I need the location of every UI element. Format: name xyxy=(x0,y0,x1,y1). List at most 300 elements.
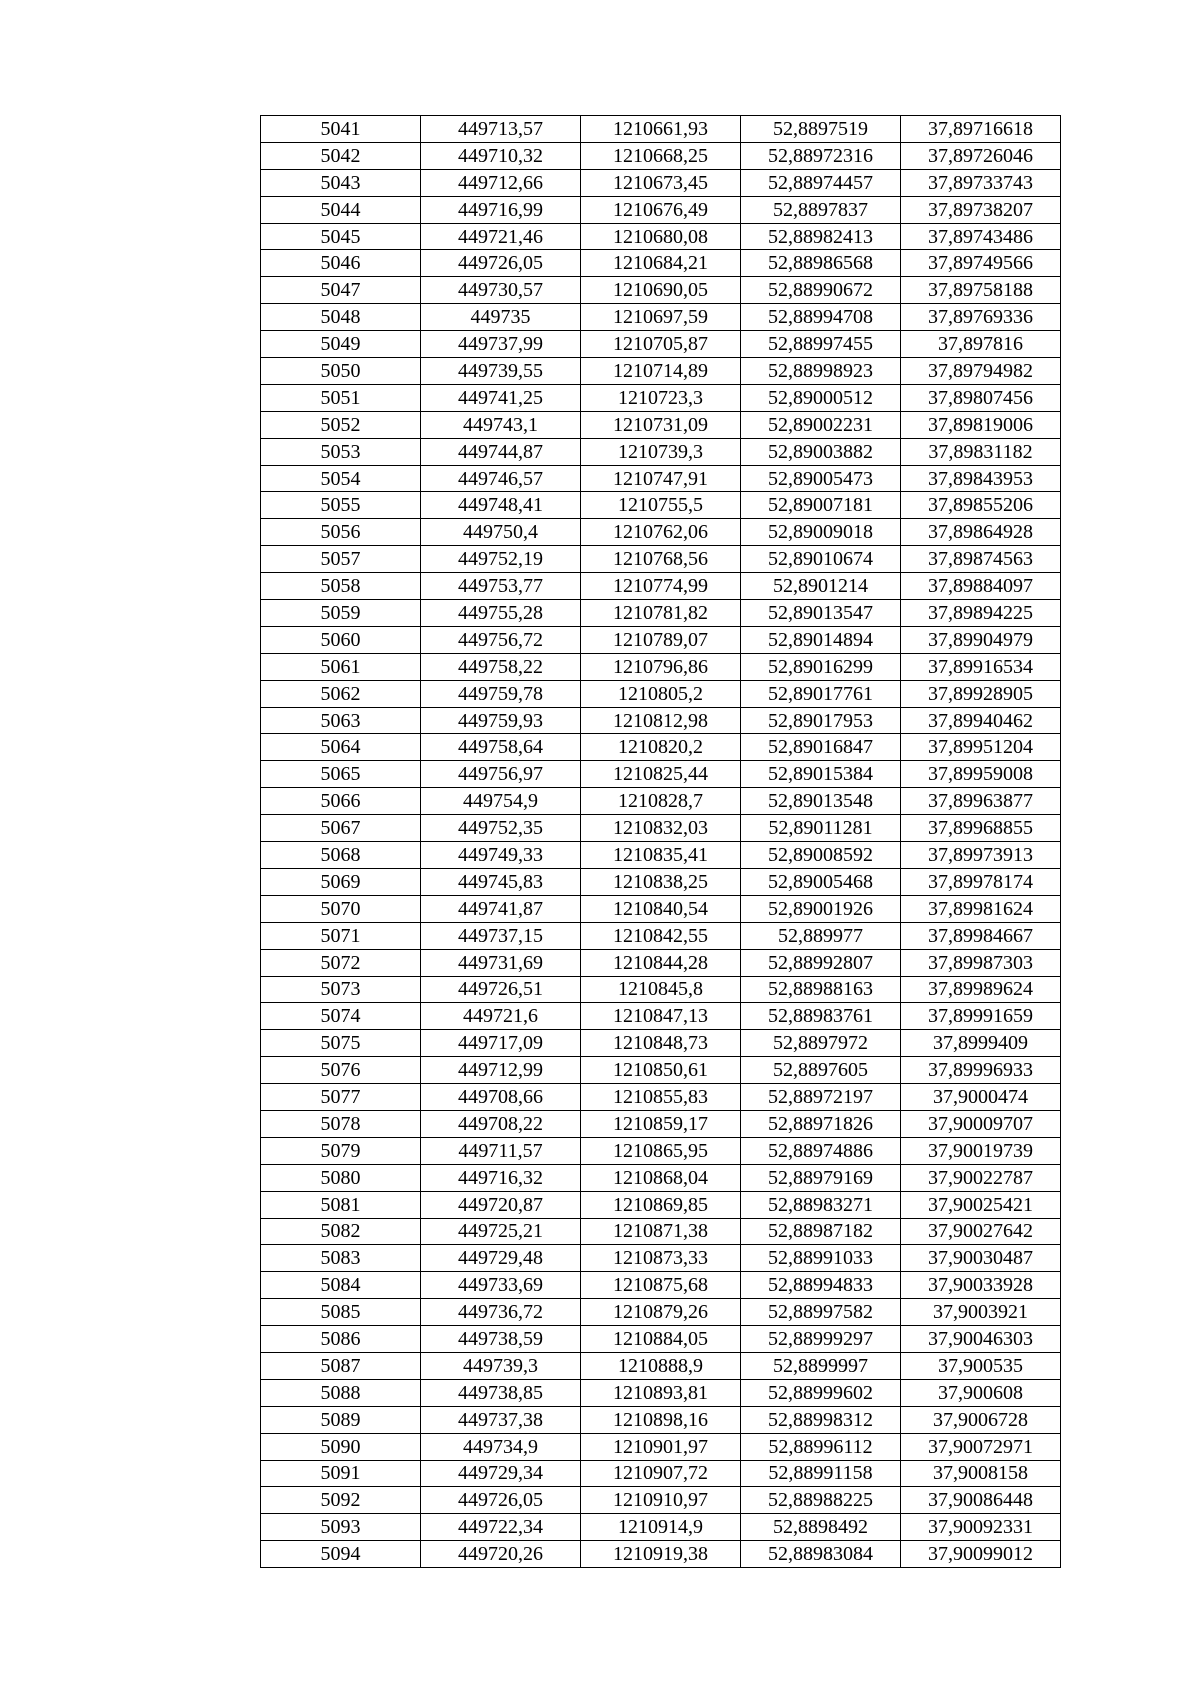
latitude-cell: 52,89009018 xyxy=(741,519,901,546)
table-row xyxy=(261,196,1061,223)
point-number-cell: 5056 xyxy=(261,519,421,546)
x-coordinate-cell: 449756,72 xyxy=(421,626,581,653)
table-row xyxy=(261,438,1061,465)
longitude-cell: 37,89996933 xyxy=(901,1057,1061,1084)
x-coordinate-cell: 449738,85 xyxy=(421,1379,581,1406)
y-coordinate-cell: 1210661,93 xyxy=(581,116,741,143)
table-row xyxy=(261,1164,1061,1191)
point-number-cell: 5049 xyxy=(261,331,421,358)
table-row xyxy=(261,1057,1061,1084)
x-coordinate-cell: 449738,59 xyxy=(421,1326,581,1353)
x-coordinate-cell: 449733,69 xyxy=(421,1272,581,1299)
x-coordinate-cell: 449753,77 xyxy=(421,573,581,600)
table-row xyxy=(261,1487,1061,1514)
point-number-cell: 5087 xyxy=(261,1352,421,1379)
table-row xyxy=(261,411,1061,438)
x-coordinate-cell: 449749,33 xyxy=(421,842,581,869)
x-coordinate-cell: 449752,35 xyxy=(421,815,581,842)
latitude-cell: 52,89001926 xyxy=(741,895,901,922)
point-number-cell: 5085 xyxy=(261,1299,421,1326)
longitude-cell: 37,90030487 xyxy=(901,1245,1061,1272)
x-coordinate-cell: 449720,26 xyxy=(421,1541,581,1568)
point-number-cell: 5047 xyxy=(261,277,421,304)
x-coordinate-cell: 449758,22 xyxy=(421,653,581,680)
point-number-cell: 5053 xyxy=(261,438,421,465)
point-number-cell: 5061 xyxy=(261,653,421,680)
table-row xyxy=(261,788,1061,815)
longitude-cell: 37,89716618 xyxy=(901,116,1061,143)
point-number-cell: 5043 xyxy=(261,169,421,196)
point-number-cell: 5068 xyxy=(261,842,421,869)
latitude-cell: 52,88983761 xyxy=(741,1003,901,1030)
longitude-cell: 37,89968855 xyxy=(901,815,1061,842)
latitude-cell: 52,89005468 xyxy=(741,868,901,895)
table-row xyxy=(261,734,1061,761)
y-coordinate-cell: 1210838,25 xyxy=(581,868,741,895)
longitude-cell: 37,8999409 xyxy=(901,1030,1061,1057)
longitude-cell: 37,90072971 xyxy=(901,1433,1061,1460)
x-coordinate-cell: 449726,51 xyxy=(421,976,581,1003)
point-number-cell: 5070 xyxy=(261,895,421,922)
table-row xyxy=(261,1003,1061,1030)
longitude-cell: 37,89928905 xyxy=(901,680,1061,707)
point-number-cell: 5069 xyxy=(261,868,421,895)
table-row xyxy=(261,465,1061,492)
x-coordinate-cell: 449744,87 xyxy=(421,438,581,465)
x-coordinate-cell: 449721,46 xyxy=(421,223,581,250)
point-number-cell: 5066 xyxy=(261,788,421,815)
table-row xyxy=(261,680,1061,707)
x-coordinate-cell: 449746,57 xyxy=(421,465,581,492)
table-row xyxy=(261,600,1061,627)
latitude-cell: 52,89016299 xyxy=(741,653,901,680)
table-row xyxy=(261,1433,1061,1460)
point-number-cell: 5071 xyxy=(261,922,421,949)
longitude-cell: 37,900535 xyxy=(901,1352,1061,1379)
table-row xyxy=(261,546,1061,573)
longitude-cell: 37,89726046 xyxy=(901,142,1061,169)
point-number-cell: 5050 xyxy=(261,358,421,385)
longitude-cell: 37,90046303 xyxy=(901,1326,1061,1353)
longitude-cell: 37,90092331 xyxy=(901,1514,1061,1541)
x-coordinate-cell: 449750,4 xyxy=(421,519,581,546)
point-number-cell: 5083 xyxy=(261,1245,421,1272)
latitude-cell: 52,88991033 xyxy=(741,1245,901,1272)
point-number-cell: 5077 xyxy=(261,1084,421,1111)
latitude-cell: 52,88972197 xyxy=(741,1084,901,1111)
latitude-cell: 52,88979169 xyxy=(741,1164,901,1191)
point-number-cell: 5063 xyxy=(261,707,421,734)
latitude-cell: 52,88998923 xyxy=(741,358,901,385)
longitude-cell: 37,89951204 xyxy=(901,734,1061,761)
table-row xyxy=(261,573,1061,600)
longitude-cell: 37,89738207 xyxy=(901,196,1061,223)
latitude-cell: 52,89013548 xyxy=(741,788,901,815)
table-row xyxy=(261,1137,1061,1164)
table-row xyxy=(261,626,1061,653)
latitude-cell: 52,8897519 xyxy=(741,116,901,143)
latitude-cell: 52,88994833 xyxy=(741,1272,901,1299)
point-number-cell: 5090 xyxy=(261,1433,421,1460)
y-coordinate-cell: 1210812,98 xyxy=(581,707,741,734)
table-row xyxy=(261,358,1061,385)
y-coordinate-cell: 1210690,05 xyxy=(581,277,741,304)
point-number-cell: 5052 xyxy=(261,411,421,438)
longitude-cell: 37,897816 xyxy=(901,331,1061,358)
table-row xyxy=(261,223,1061,250)
x-coordinate-cell: 449748,41 xyxy=(421,492,581,519)
longitude-cell: 37,89991659 xyxy=(901,1003,1061,1030)
longitude-cell: 37,89916534 xyxy=(901,653,1061,680)
table-row xyxy=(261,1110,1061,1137)
x-coordinate-cell: 449741,87 xyxy=(421,895,581,922)
table-row xyxy=(261,922,1061,949)
latitude-cell: 52,89010674 xyxy=(741,546,901,573)
point-number-cell: 5054 xyxy=(261,465,421,492)
longitude-cell: 37,89758188 xyxy=(901,277,1061,304)
x-coordinate-cell: 449729,34 xyxy=(421,1460,581,1487)
latitude-cell: 52,89005473 xyxy=(741,465,901,492)
longitude-cell: 37,89864928 xyxy=(901,519,1061,546)
x-coordinate-cell: 449735 xyxy=(421,304,581,331)
table-row xyxy=(261,277,1061,304)
longitude-cell: 37,89904979 xyxy=(901,626,1061,653)
longitude-cell: 37,89894225 xyxy=(901,600,1061,627)
y-coordinate-cell: 1210845,8 xyxy=(581,976,741,1003)
x-coordinate-cell: 449745,83 xyxy=(421,868,581,895)
latitude-cell: 52,88996112 xyxy=(741,1433,901,1460)
longitude-cell: 37,89984667 xyxy=(901,922,1061,949)
x-coordinate-cell: 449713,57 xyxy=(421,116,581,143)
y-coordinate-cell: 1210873,33 xyxy=(581,1245,741,1272)
y-coordinate-cell: 1210855,83 xyxy=(581,1084,741,1111)
y-coordinate-cell: 1210755,5 xyxy=(581,492,741,519)
y-coordinate-cell: 1210871,38 xyxy=(581,1218,741,1245)
point-number-cell: 5048 xyxy=(261,304,421,331)
longitude-cell: 37,89884097 xyxy=(901,573,1061,600)
latitude-cell: 52,88992807 xyxy=(741,949,901,976)
latitude-cell: 52,88983271 xyxy=(741,1191,901,1218)
y-coordinate-cell: 1210832,03 xyxy=(581,815,741,842)
y-coordinate-cell: 1210893,81 xyxy=(581,1379,741,1406)
table-row xyxy=(261,250,1061,277)
point-number-cell: 5064 xyxy=(261,734,421,761)
longitude-cell: 37,90027642 xyxy=(901,1218,1061,1245)
table-row xyxy=(261,1379,1061,1406)
longitude-cell: 37,89963877 xyxy=(901,788,1061,815)
table-row xyxy=(261,1460,1061,1487)
y-coordinate-cell: 1210781,82 xyxy=(581,600,741,627)
x-coordinate-cell: 449725,21 xyxy=(421,1218,581,1245)
table-row xyxy=(261,1030,1061,1057)
longitude-cell: 37,89855206 xyxy=(901,492,1061,519)
y-coordinate-cell: 1210805,2 xyxy=(581,680,741,707)
longitude-cell: 37,90022787 xyxy=(901,1164,1061,1191)
longitude-cell: 37,89940462 xyxy=(901,707,1061,734)
coordinates-table-body xyxy=(261,116,1061,1568)
point-number-cell: 5062 xyxy=(261,680,421,707)
latitude-cell: 52,8897605 xyxy=(741,1057,901,1084)
y-coordinate-cell: 1210673,45 xyxy=(581,169,741,196)
y-coordinate-cell: 1210865,95 xyxy=(581,1137,741,1164)
table-row xyxy=(261,519,1061,546)
x-coordinate-cell: 449736,72 xyxy=(421,1299,581,1326)
longitude-cell: 37,9000474 xyxy=(901,1084,1061,1111)
y-coordinate-cell: 1210676,49 xyxy=(581,196,741,223)
y-coordinate-cell: 1210919,38 xyxy=(581,1541,741,1568)
x-coordinate-cell: 449708,66 xyxy=(421,1084,581,1111)
x-coordinate-cell: 449730,57 xyxy=(421,277,581,304)
point-number-cell: 5088 xyxy=(261,1379,421,1406)
point-number-cell: 5057 xyxy=(261,546,421,573)
latitude-cell: 52,89013547 xyxy=(741,600,901,627)
longitude-cell: 37,89819006 xyxy=(901,411,1061,438)
table-row xyxy=(261,1272,1061,1299)
longitude-cell: 37,89978174 xyxy=(901,868,1061,895)
x-coordinate-cell: 449716,99 xyxy=(421,196,581,223)
longitude-cell: 37,9006728 xyxy=(901,1406,1061,1433)
latitude-cell: 52,889977 xyxy=(741,922,901,949)
longitude-cell: 37,89749566 xyxy=(901,250,1061,277)
latitude-cell: 52,88986568 xyxy=(741,250,901,277)
point-number-cell: 5082 xyxy=(261,1218,421,1245)
latitude-cell: 52,89017761 xyxy=(741,680,901,707)
x-coordinate-cell: 449720,87 xyxy=(421,1191,581,1218)
table-row xyxy=(261,1326,1061,1353)
x-coordinate-cell: 449739,3 xyxy=(421,1352,581,1379)
point-number-cell: 5075 xyxy=(261,1030,421,1057)
point-number-cell: 5081 xyxy=(261,1191,421,1218)
y-coordinate-cell: 1210859,17 xyxy=(581,1110,741,1137)
latitude-cell: 52,89002231 xyxy=(741,411,901,438)
longitude-cell: 37,89959008 xyxy=(901,761,1061,788)
x-coordinate-cell: 449717,09 xyxy=(421,1030,581,1057)
point-number-cell: 5046 xyxy=(261,250,421,277)
table-row xyxy=(261,1084,1061,1111)
x-coordinate-cell: 449729,48 xyxy=(421,1245,581,1272)
table-row xyxy=(261,761,1061,788)
table-row xyxy=(261,1406,1061,1433)
point-number-cell: 5042 xyxy=(261,142,421,169)
y-coordinate-cell: 1210825,44 xyxy=(581,761,741,788)
x-coordinate-cell: 449710,32 xyxy=(421,142,581,169)
longitude-cell: 37,89843953 xyxy=(901,465,1061,492)
y-coordinate-cell: 1210898,16 xyxy=(581,1406,741,1433)
latitude-cell: 52,88990672 xyxy=(741,277,901,304)
latitude-cell: 52,88988225 xyxy=(741,1487,901,1514)
table-row xyxy=(261,868,1061,895)
point-number-cell: 5073 xyxy=(261,976,421,1003)
point-number-cell: 5060 xyxy=(261,626,421,653)
point-number-cell: 5084 xyxy=(261,1272,421,1299)
y-coordinate-cell: 1210914,9 xyxy=(581,1514,741,1541)
x-coordinate-cell: 449754,9 xyxy=(421,788,581,815)
latitude-cell: 52,8897972 xyxy=(741,1030,901,1057)
point-number-cell: 5080 xyxy=(261,1164,421,1191)
table-row xyxy=(261,1218,1061,1245)
table-row xyxy=(261,1191,1061,1218)
y-coordinate-cell: 1210762,06 xyxy=(581,519,741,546)
longitude-cell: 37,90099012 xyxy=(901,1541,1061,1568)
point-number-cell: 5067 xyxy=(261,815,421,842)
x-coordinate-cell: 449756,97 xyxy=(421,761,581,788)
y-coordinate-cell: 1210888,9 xyxy=(581,1352,741,1379)
longitude-cell: 37,89874563 xyxy=(901,546,1061,573)
point-number-cell: 5091 xyxy=(261,1460,421,1487)
point-number-cell: 5051 xyxy=(261,384,421,411)
table-row xyxy=(261,331,1061,358)
table-row xyxy=(261,949,1061,976)
x-coordinate-cell: 449711,57 xyxy=(421,1137,581,1164)
point-number-cell: 5045 xyxy=(261,223,421,250)
y-coordinate-cell: 1210828,7 xyxy=(581,788,741,815)
longitude-cell: 37,9008158 xyxy=(901,1460,1061,1487)
coordinates-table xyxy=(260,115,1061,1568)
longitude-cell: 37,90086448 xyxy=(901,1487,1061,1514)
latitude-cell: 52,8899997 xyxy=(741,1352,901,1379)
y-coordinate-cell: 1210910,97 xyxy=(581,1487,741,1514)
latitude-cell: 52,88988163 xyxy=(741,976,901,1003)
latitude-cell: 52,88982413 xyxy=(741,223,901,250)
y-coordinate-cell: 1210714,89 xyxy=(581,358,741,385)
x-coordinate-cell: 449752,19 xyxy=(421,546,581,573)
latitude-cell: 52,88972316 xyxy=(741,142,901,169)
latitude-cell: 52,89007181 xyxy=(741,492,901,519)
y-coordinate-cell: 1210680,08 xyxy=(581,223,741,250)
y-coordinate-cell: 1210869,85 xyxy=(581,1191,741,1218)
point-number-cell: 5058 xyxy=(261,573,421,600)
table-row xyxy=(261,304,1061,331)
table-row xyxy=(261,842,1061,869)
point-number-cell: 5086 xyxy=(261,1326,421,1353)
latitude-cell: 52,89015384 xyxy=(741,761,901,788)
x-coordinate-cell: 449708,22 xyxy=(421,1110,581,1137)
x-coordinate-cell: 449759,78 xyxy=(421,680,581,707)
table-row xyxy=(261,1299,1061,1326)
x-coordinate-cell: 449721,6 xyxy=(421,1003,581,1030)
latitude-cell: 52,88974886 xyxy=(741,1137,901,1164)
latitude-cell: 52,89008592 xyxy=(741,842,901,869)
longitude-cell: 37,89794982 xyxy=(901,358,1061,385)
latitude-cell: 52,88994708 xyxy=(741,304,901,331)
longitude-cell: 37,90019739 xyxy=(901,1137,1061,1164)
y-coordinate-cell: 1210879,26 xyxy=(581,1299,741,1326)
point-number-cell: 5055 xyxy=(261,492,421,519)
longitude-cell: 37,90025421 xyxy=(901,1191,1061,1218)
x-coordinate-cell: 449712,99 xyxy=(421,1057,581,1084)
y-coordinate-cell: 1210697,59 xyxy=(581,304,741,331)
table-row xyxy=(261,492,1061,519)
y-coordinate-cell: 1210868,04 xyxy=(581,1164,741,1191)
x-coordinate-cell: 449741,25 xyxy=(421,384,581,411)
y-coordinate-cell: 1210850,61 xyxy=(581,1057,741,1084)
latitude-cell: 52,8898492 xyxy=(741,1514,901,1541)
table-row xyxy=(261,895,1061,922)
x-coordinate-cell: 449737,38 xyxy=(421,1406,581,1433)
point-number-cell: 5065 xyxy=(261,761,421,788)
x-coordinate-cell: 449716,32 xyxy=(421,1164,581,1191)
y-coordinate-cell: 1210842,55 xyxy=(581,922,741,949)
table-row xyxy=(261,169,1061,196)
x-coordinate-cell: 449722,34 xyxy=(421,1514,581,1541)
x-coordinate-cell: 449743,1 xyxy=(421,411,581,438)
latitude-cell: 52,88999602 xyxy=(741,1379,901,1406)
y-coordinate-cell: 1210739,3 xyxy=(581,438,741,465)
y-coordinate-cell: 1210875,68 xyxy=(581,1272,741,1299)
latitude-cell: 52,89014894 xyxy=(741,626,901,653)
y-coordinate-cell: 1210723,3 xyxy=(581,384,741,411)
x-coordinate-cell: 449731,69 xyxy=(421,949,581,976)
latitude-cell: 52,88971826 xyxy=(741,1110,901,1137)
latitude-cell: 52,88997582 xyxy=(741,1299,901,1326)
y-coordinate-cell: 1210684,21 xyxy=(581,250,741,277)
y-coordinate-cell: 1210789,07 xyxy=(581,626,741,653)
latitude-cell: 52,89017953 xyxy=(741,707,901,734)
y-coordinate-cell: 1210901,97 xyxy=(581,1433,741,1460)
table-row xyxy=(261,1352,1061,1379)
x-coordinate-cell: 449759,93 xyxy=(421,707,581,734)
latitude-cell: 52,8901214 xyxy=(741,573,901,600)
point-number-cell: 5089 xyxy=(261,1406,421,1433)
longitude-cell: 37,90009707 xyxy=(901,1110,1061,1137)
latitude-cell: 52,89003882 xyxy=(741,438,901,465)
y-coordinate-cell: 1210907,72 xyxy=(581,1460,741,1487)
x-coordinate-cell: 449739,55 xyxy=(421,358,581,385)
point-number-cell: 5076 xyxy=(261,1057,421,1084)
x-coordinate-cell: 449758,64 xyxy=(421,734,581,761)
table-row xyxy=(261,142,1061,169)
table-row xyxy=(261,707,1061,734)
y-coordinate-cell: 1210840,54 xyxy=(581,895,741,922)
point-number-cell: 5072 xyxy=(261,949,421,976)
y-coordinate-cell: 1210705,87 xyxy=(581,331,741,358)
y-coordinate-cell: 1210835,41 xyxy=(581,842,741,869)
table-row xyxy=(261,384,1061,411)
table-row xyxy=(261,653,1061,680)
y-coordinate-cell: 1210668,25 xyxy=(581,142,741,169)
latitude-cell: 52,88998312 xyxy=(741,1406,901,1433)
x-coordinate-cell: 449712,66 xyxy=(421,169,581,196)
x-coordinate-cell: 449734,9 xyxy=(421,1433,581,1460)
longitude-cell: 37,90033928 xyxy=(901,1272,1061,1299)
point-number-cell: 5092 xyxy=(261,1487,421,1514)
latitude-cell: 52,88983084 xyxy=(741,1541,901,1568)
y-coordinate-cell: 1210747,91 xyxy=(581,465,741,492)
latitude-cell: 52,89000512 xyxy=(741,384,901,411)
point-number-cell: 5079 xyxy=(261,1137,421,1164)
longitude-cell: 37,9003921 xyxy=(901,1299,1061,1326)
longitude-cell: 37,89981624 xyxy=(901,895,1061,922)
latitude-cell: 52,88999297 xyxy=(741,1326,901,1353)
y-coordinate-cell: 1210848,73 xyxy=(581,1030,741,1057)
longitude-cell: 37,89973913 xyxy=(901,842,1061,869)
latitude-cell: 52,8897837 xyxy=(741,196,901,223)
point-number-cell: 5094 xyxy=(261,1541,421,1568)
latitude-cell: 52,88997455 xyxy=(741,331,901,358)
y-coordinate-cell: 1210774,99 xyxy=(581,573,741,600)
point-number-cell: 5041 xyxy=(261,116,421,143)
y-coordinate-cell: 1210731,09 xyxy=(581,411,741,438)
longitude-cell: 37,89743486 xyxy=(901,223,1061,250)
longitude-cell: 37,89769336 xyxy=(901,304,1061,331)
latitude-cell: 52,88974457 xyxy=(741,169,901,196)
latitude-cell: 52,88991158 xyxy=(741,1460,901,1487)
y-coordinate-cell: 1210884,05 xyxy=(581,1326,741,1353)
y-coordinate-cell: 1210796,86 xyxy=(581,653,741,680)
table-row xyxy=(261,976,1061,1003)
latitude-cell: 52,89011281 xyxy=(741,815,901,842)
longitude-cell: 37,89987303 xyxy=(901,949,1061,976)
